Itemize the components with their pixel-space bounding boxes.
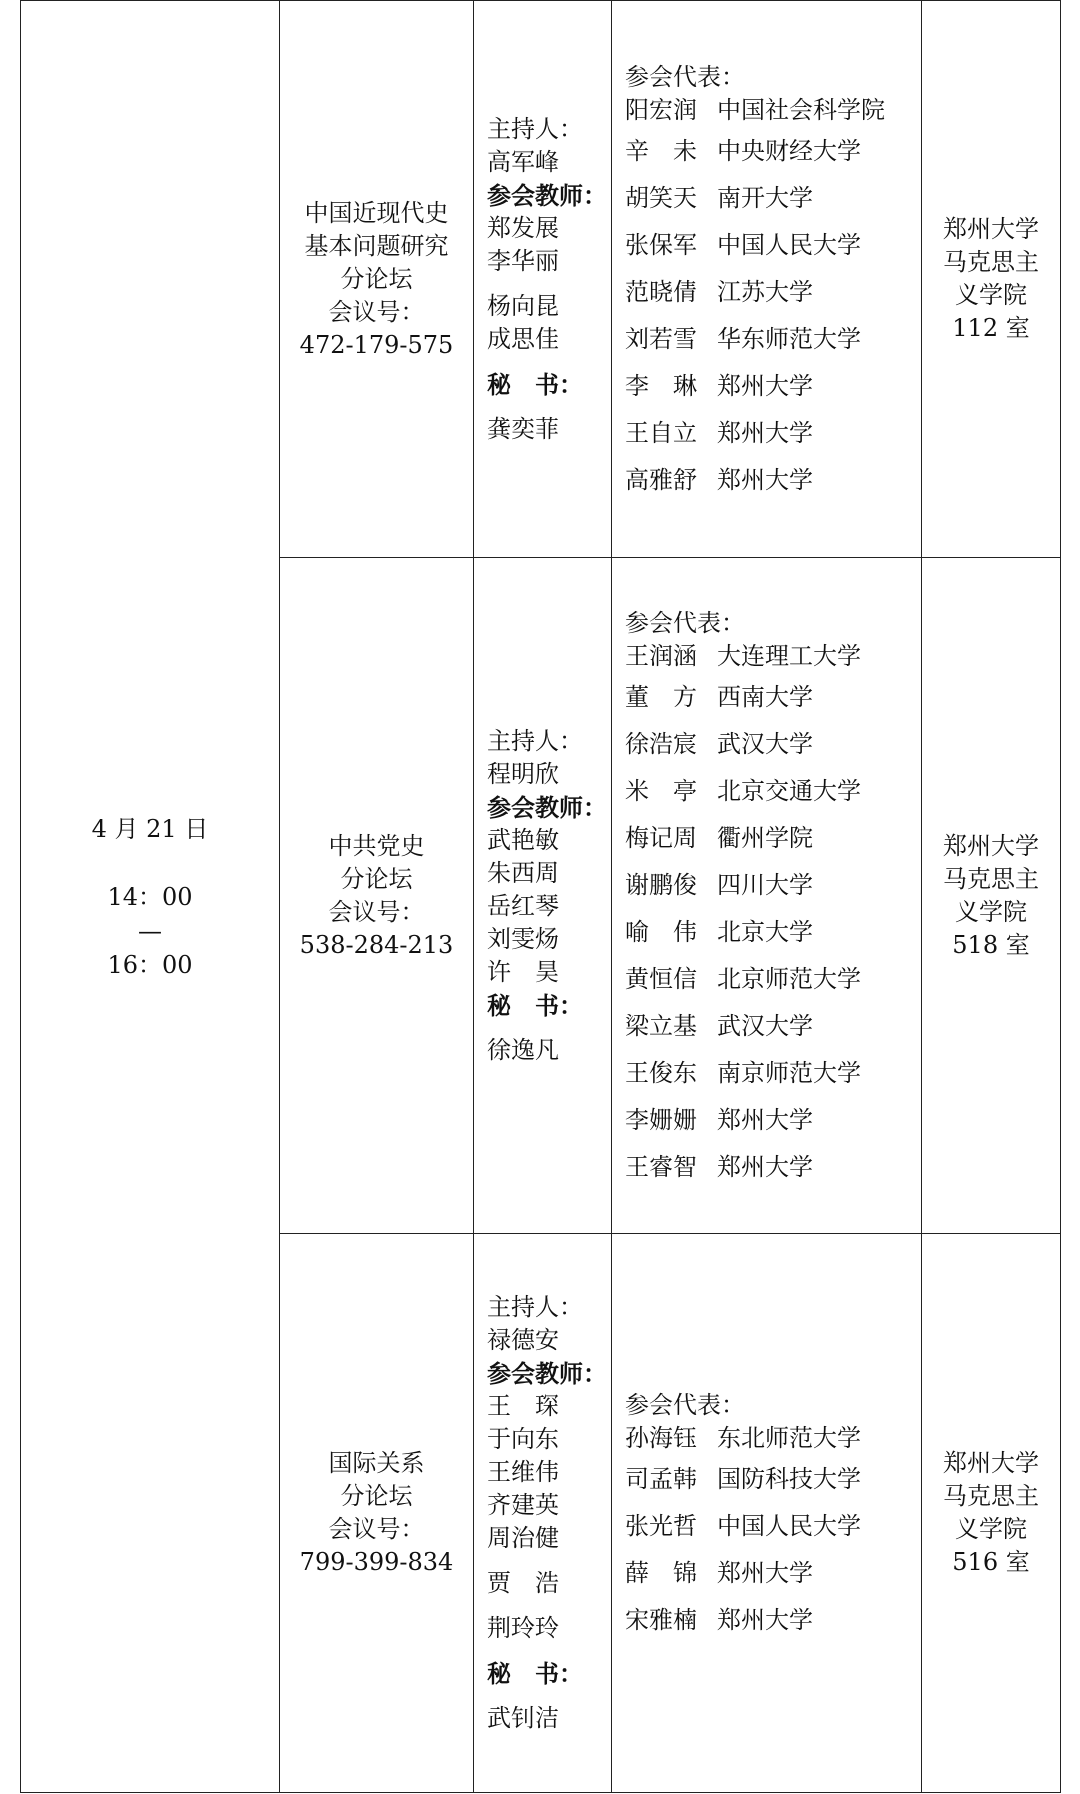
rep-name: 米 亭 <box>625 777 697 805</box>
room-line: 马克思主 <box>943 864 1039 893</box>
meeting-number: 799-399-834 <box>299 1548 454 1576</box>
rep-name: 梅记周 <box>625 824 697 852</box>
rep-org: 郑州大学 <box>717 1606 813 1634</box>
representatives-label: 参会代表： <box>625 63 745 91</box>
rep-name: 梁立基 <box>625 1012 697 1040</box>
list-item <box>625 1510 921 1557</box>
teacher-name: 杨向昆 <box>487 291 559 320</box>
rep-name: 宋雅楠 <box>625 1606 697 1634</box>
rep-name: 辛 未 <box>625 137 697 165</box>
rep-org: 武汉大学 <box>717 730 813 758</box>
room-line: 郑州大学 <box>943 1449 1039 1477</box>
rep-org: 中央财经大学 <box>717 137 861 165</box>
session-end-time: 16：00 <box>107 950 193 979</box>
forum-line: 会议号： <box>328 897 425 926</box>
teachers-label: 参会教师： <box>487 792 607 822</box>
secretary-name: 徐逸凡 <box>487 1035 559 1064</box>
rep-name: 李 琳 <box>625 372 697 400</box>
session-start-time: 14：00 <box>107 882 193 911</box>
list-item <box>625 640 921 681</box>
rep-org: 中国人民大学 <box>717 1512 861 1540</box>
room-number: 112 室 <box>952 314 1030 342</box>
teacher-name: 朱西周 <box>487 858 559 887</box>
room-line: 马克思主 <box>943 248 1039 276</box>
rep-org: 大连理工大学 <box>717 642 861 670</box>
rep-name: 黄恒信 <box>625 965 697 993</box>
rep-org: 南开大学 <box>717 184 813 212</box>
forum-line: 分论坛 <box>340 264 413 293</box>
rep-org: 东北师范大学 <box>717 1424 861 1452</box>
list-item <box>625 1057 921 1104</box>
rep-name: 张保军 <box>625 231 697 259</box>
rep-org: 郑州大学 <box>717 419 813 447</box>
rep-org: 郑州大学 <box>717 372 813 400</box>
forum-line: 分论坛 <box>340 864 413 893</box>
people-cell <box>474 1 612 558</box>
rep-name: 高雅舒 <box>625 466 697 494</box>
rep-org: 衢州学院 <box>717 824 813 852</box>
forum-line: 中国近现代史 <box>304 198 449 227</box>
list-item <box>625 1557 921 1604</box>
list-item <box>625 135 921 182</box>
teachers-label: 参会教师： <box>487 180 607 210</box>
list-item <box>625 963 921 1010</box>
room-line: 义学院 <box>955 281 1027 309</box>
forum-line: 中共党史 <box>328 831 425 860</box>
teacher-name: 成思佳 <box>487 324 559 353</box>
rep-name: 王自立 <box>625 419 697 447</box>
list-item <box>625 1010 921 1057</box>
rep-org: 北京交通大学 <box>717 777 861 805</box>
rep-name: 司孟韩 <box>625 1465 697 1493</box>
rep-org: 中国社会科学院 <box>717 96 885 124</box>
teacher-name: 贾 浩 <box>487 1569 559 1597</box>
rep-org: 南京师范大学 <box>717 1059 861 1087</box>
representatives-cell <box>612 1 922 558</box>
teacher-name: 刘雯炀 <box>487 924 559 953</box>
list-item <box>625 1422 921 1463</box>
rep-org: 华东师范大学 <box>717 325 861 353</box>
teacher-name: 岳红琴 <box>487 891 559 920</box>
teacher-name: 于向东 <box>487 1425 559 1453</box>
room-number: 518 室 <box>952 930 1030 959</box>
representatives-label: 参会代表： <box>625 1391 745 1419</box>
host-name: 禄德安 <box>487 1326 559 1354</box>
rep-name: 薛 锦 <box>625 1559 697 1587</box>
rep-name: 阳宏润 <box>625 96 697 124</box>
forum-line: 会议号： <box>328 297 425 326</box>
rep-org: 北京大学 <box>717 918 813 946</box>
teacher-name: 荆玲玲 <box>487 1614 559 1642</box>
forum-line: 基本问题研究 <box>304 231 449 260</box>
meeting-number: 538-284-213 <box>299 930 454 959</box>
room-number: 516 室 <box>952 1548 1030 1576</box>
list-item <box>625 1463 921 1510</box>
rep-org: 江苏大学 <box>717 278 813 306</box>
rep-org: 四川大学 <box>717 871 813 899</box>
teacher-name: 周治健 <box>487 1524 559 1552</box>
room-line: 马克思主 <box>943 1482 1039 1510</box>
room-cell <box>922 1234 1061 1793</box>
rep-name: 胡笑天 <box>625 184 697 212</box>
rep-org: 郑州大学 <box>717 466 813 494</box>
secretary-name: 武钊洁 <box>487 1704 559 1732</box>
representatives-label: 参会代表： <box>625 609 745 637</box>
list-item <box>625 229 921 276</box>
teacher-name: 齐建英 <box>487 1491 559 1519</box>
forum-line: 分论坛 <box>340 1482 413 1510</box>
meeting-number: 472-179-575 <box>299 330 454 359</box>
schedule-document <box>20 0 1060 1792</box>
list-item <box>625 728 921 775</box>
rep-org: 西南大学 <box>717 683 813 711</box>
forum-cell <box>280 1 474 558</box>
rep-org: 中国人民大学 <box>717 231 861 259</box>
rep-name: 谢鹏俊 <box>625 871 697 899</box>
rep-name: 王睿智 <box>625 1153 697 1181</box>
list-item <box>625 94 921 135</box>
list-item <box>625 276 921 323</box>
teacher-name: 王 琛 <box>487 1392 559 1420</box>
representatives-cell <box>612 1234 922 1793</box>
secretary-name: 龚奕菲 <box>487 414 559 443</box>
rep-name: 张光哲 <box>625 1512 697 1540</box>
rep-org: 北京师范大学 <box>717 965 861 993</box>
list-item <box>625 775 921 822</box>
room-line: 义学院 <box>955 1515 1027 1543</box>
secretary-label: 秘 书： <box>487 1659 583 1688</box>
host-label: 主持人： <box>487 726 583 755</box>
host-label: 主持人： <box>487 1293 583 1321</box>
list-item <box>625 1104 921 1151</box>
teacher-name: 王维伟 <box>487 1458 559 1486</box>
rep-name: 范晓倩 <box>625 278 697 306</box>
list-item <box>625 323 921 370</box>
teacher-name: 武艳敏 <box>487 825 559 854</box>
room-line: 郑州大学 <box>943 215 1039 243</box>
session-date: 4 月 21 日 <box>91 814 209 843</box>
rep-name: 孙海钰 <box>625 1424 697 1452</box>
rep-name: 董 方 <box>625 683 697 711</box>
forum-line: 会议号： <box>328 1515 425 1543</box>
list-item <box>625 417 921 464</box>
room-cell <box>922 1 1061 558</box>
list-item <box>625 1604 921 1637</box>
teacher-name: 郑发展 <box>487 213 559 242</box>
rep-name: 刘若雪 <box>625 325 697 353</box>
list-item <box>625 916 921 963</box>
list-item <box>625 1151 921 1184</box>
rep-org: 武汉大学 <box>717 1012 813 1040</box>
people-cell <box>474 1234 612 1793</box>
teachers-label: 参会教师： <box>487 1359 607 1388</box>
host-label: 主持人： <box>487 114 583 143</box>
rep-name: 王润涵 <box>625 642 697 670</box>
forum-cell <box>280 558 474 1234</box>
secretary-label: 秘 书： <box>487 369 583 399</box>
rep-name: 徐浩宸 <box>625 730 697 758</box>
people-cell <box>474 558 612 1234</box>
rep-name: 李姗姗 <box>625 1106 697 1134</box>
table-row <box>21 1 1061 558</box>
room-line: 郑州大学 <box>943 831 1039 860</box>
list-item <box>625 182 921 229</box>
room-cell <box>922 558 1061 1234</box>
rep-org: 郑州大学 <box>717 1153 813 1181</box>
secretary-label: 秘 书： <box>487 990 583 1020</box>
rep-name: 喻 伟 <box>625 918 697 946</box>
list-item <box>625 869 921 916</box>
rep-org: 郑州大学 <box>717 1559 813 1587</box>
list-item <box>625 681 921 728</box>
forum-cell <box>280 1234 474 1793</box>
host-name: 程明欣 <box>487 759 559 788</box>
date-time-cell <box>21 1 280 1793</box>
list-item <box>625 464 921 497</box>
list-item <box>625 822 921 869</box>
forum-line: 国际关系 <box>328 1449 425 1477</box>
rep-org: 国防科技大学 <box>717 1465 861 1493</box>
teacher-name: 许 昊 <box>487 957 559 986</box>
schedule-table <box>20 0 1061 1793</box>
room-line: 义学院 <box>955 897 1027 926</box>
rep-org: 郑州大学 <box>717 1106 813 1134</box>
rep-name: 王俊东 <box>625 1059 697 1087</box>
session-time-dash: — <box>138 916 162 945</box>
teacher-name: 李华丽 <box>487 246 559 275</box>
representatives-cell <box>612 558 922 1234</box>
list-item <box>625 370 921 417</box>
host-name: 高军峰 <box>487 147 559 176</box>
